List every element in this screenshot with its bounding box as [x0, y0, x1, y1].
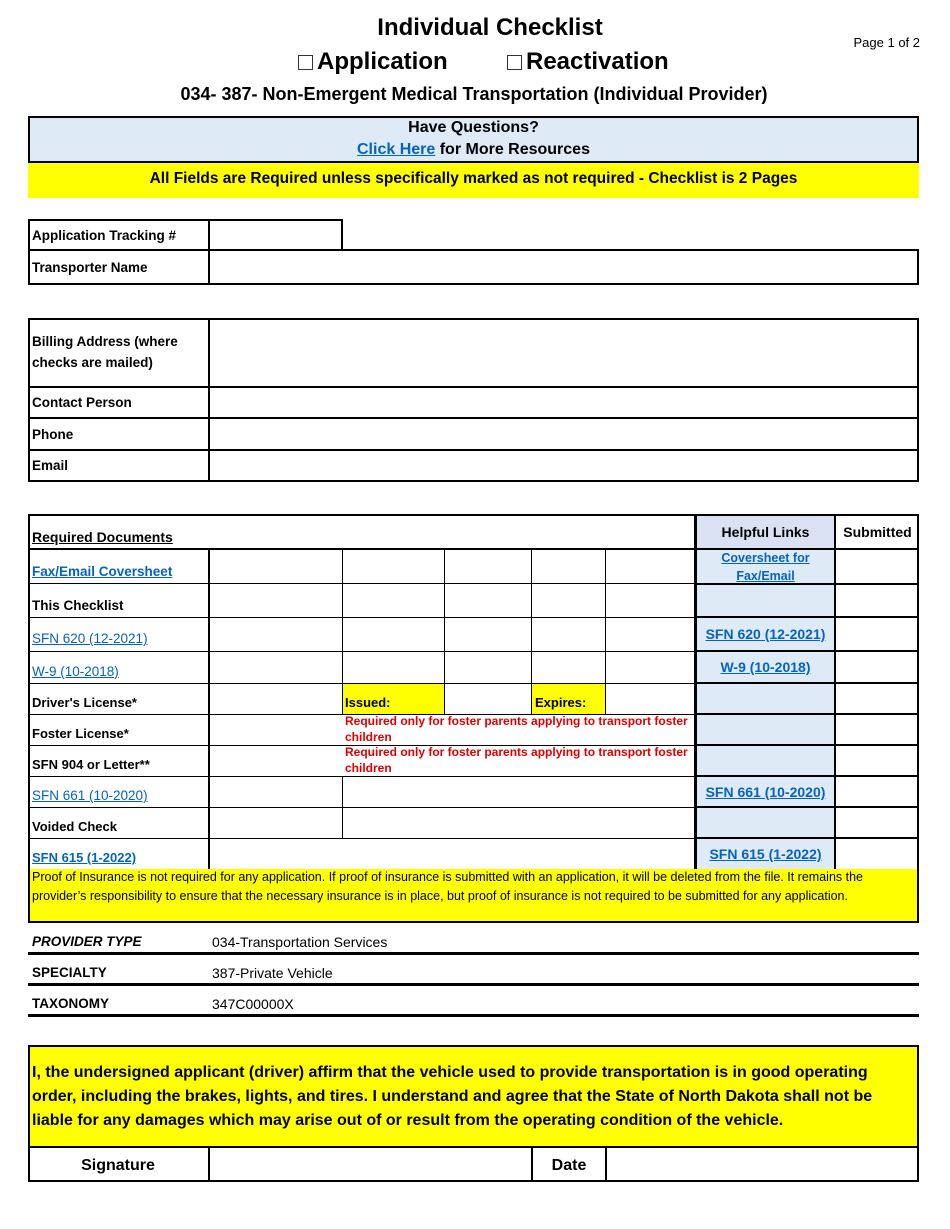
sfn-615-link[interactable]: SFN 615 (1-2022): [32, 850, 137, 865]
tracking-number-field[interactable]: [208, 219, 343, 251]
transporter-name-field[interactable]: [208, 249, 919, 285]
insurance-note: Proof of Insurance is not required for any application. If proof of insurance is submitted with an application, it will be deleted from the file. It remains the provider’s responsibility to ensure that the necessary insurance is in place, but proof of insurance is not required to be submitted for any application.: [32, 870, 863, 903]
billing-address-label-2: checks are mailed): [32, 355, 153, 370]
foster-license-note-line-2: children: [345, 730, 392, 744]
sfn-904-label: SFN 904 or Letter**: [32, 757, 150, 772]
tracking-label: Application Tracking #: [32, 228, 177, 243]
issued-label: Issued:: [345, 695, 391, 710]
expires-label: Expires:: [535, 695, 587, 710]
coversheet-helpful-link[interactable]: [696, 549, 835, 585]
provider-type-label: PROVIDER TYPE: [32, 934, 142, 949]
sfn-661-helpful-link[interactable]: SFN 661 (10-2020): [705, 784, 826, 800]
foster-license-note: [345, 713, 695, 745]
sfn-904-note-line-2: children: [345, 761, 392, 775]
coversheet-link-line-1[interactable]: Coversheet for: [721, 551, 810, 565]
submitted-header: Submitted: [843, 524, 912, 540]
billing-address-field[interactable]: [211, 321, 916, 385]
specialty-value: 387-Private Vehicle: [212, 965, 333, 981]
reactivation-label: Reactivation: [526, 48, 669, 75]
phone-label: Phone: [32, 427, 74, 442]
questions-suffix: for More Resources: [435, 141, 590, 158]
foster-license-label: Foster License*: [32, 726, 129, 741]
contact-person-field[interactable]: [211, 389, 916, 416]
sfn-620-helpful-link[interactable]: SFN 620 (12-2021): [705, 626, 826, 642]
questions-heading: Have Questions?: [408, 119, 539, 136]
foster-license-note-line-1: Required only for foster parents applying to transport foster: [345, 714, 688, 728]
application-option[interactable]: [298, 48, 448, 76]
questions-box: [28, 116, 919, 163]
contact-person-label: Contact Person: [32, 395, 132, 410]
billing-address-label-1: Billing Address (where: [32, 334, 178, 349]
signature-field[interactable]: [211, 1149, 530, 1180]
sfn-904-note-line-1: Required only for foster parents applying to transport foster: [345, 745, 688, 759]
reactivation-option[interactable]: [507, 48, 669, 76]
specialty-label: SPECIALTY: [32, 965, 107, 980]
taxonomy-label: TAXONOMY: [32, 996, 109, 1011]
taxonomy-value: 347C00000X: [212, 996, 294, 1012]
required-fields-notice: [28, 163, 919, 198]
provider-type-value: 034-Transportation Services: [212, 934, 388, 950]
this-checklist-label: This Checklist: [32, 598, 124, 613]
affirmation-text: I, the undersigned applicant (driver) affirm that the vehicle used to provide transportation is in good operating order, including the brakes, lights, and tires. I understand and agree that the State of North Dakota shall not be liable for any damages which may arise out of or result from the operating condition of the vehicle.: [32, 1064, 873, 1129]
notice-text: All Fields are Required unless specifically marked as not required - Checklist is 2 Pages: [149, 170, 798, 187]
drivers-license-label: Driver's License*: [32, 695, 137, 710]
form-subtitle: 034- 387- Non-Emergent Medical Transportation (Individual Provider): [180, 84, 768, 104]
page-number: Page 1 of 2: [853, 35, 920, 50]
coversheet-link-line-2[interactable]: Fax/Email: [736, 569, 795, 583]
email-field[interactable]: [211, 452, 916, 480]
date-label: Date: [551, 1157, 587, 1174]
fax-email-coversheet-link[interactable]: Fax/Email Coversheet: [32, 564, 173, 579]
application-label: Application: [317, 48, 448, 75]
required-documents-header: Required Documents: [32, 529, 173, 545]
email-label: Email: [32, 458, 69, 473]
reactivation-checkbox[interactable]: [507, 55, 522, 70]
insurance-note-box: [28, 869, 919, 923]
application-checkbox[interactable]: [298, 55, 313, 70]
sfn-661-link[interactable]: SFN 661 (10-2020): [32, 788, 148, 803]
page-title: Individual Checklist: [377, 14, 603, 41]
helpful-links-header: Helpful Links: [721, 524, 810, 540]
phone-field[interactable]: [211, 420, 916, 448]
voided-check-label: Voided Check: [32, 819, 118, 834]
sfn-620-link[interactable]: SFN 620 (12-2021): [32, 631, 148, 646]
w9-link[interactable]: W-9 (10-2018): [32, 664, 119, 679]
sfn-615-helpful-link[interactable]: SFN 615 (1-2022): [709, 846, 822, 862]
affirmation-box: [28, 1045, 919, 1148]
transporter-label: Transporter Name: [32, 260, 148, 275]
w9-helpful-link[interactable]: W-9 (10-2018): [720, 659, 811, 675]
click-here-link[interactable]: Click Here: [357, 141, 436, 158]
date-field[interactable]: [608, 1149, 916, 1180]
sfn-904-note: [345, 744, 695, 776]
signature-label: Signature: [81, 1157, 155, 1174]
